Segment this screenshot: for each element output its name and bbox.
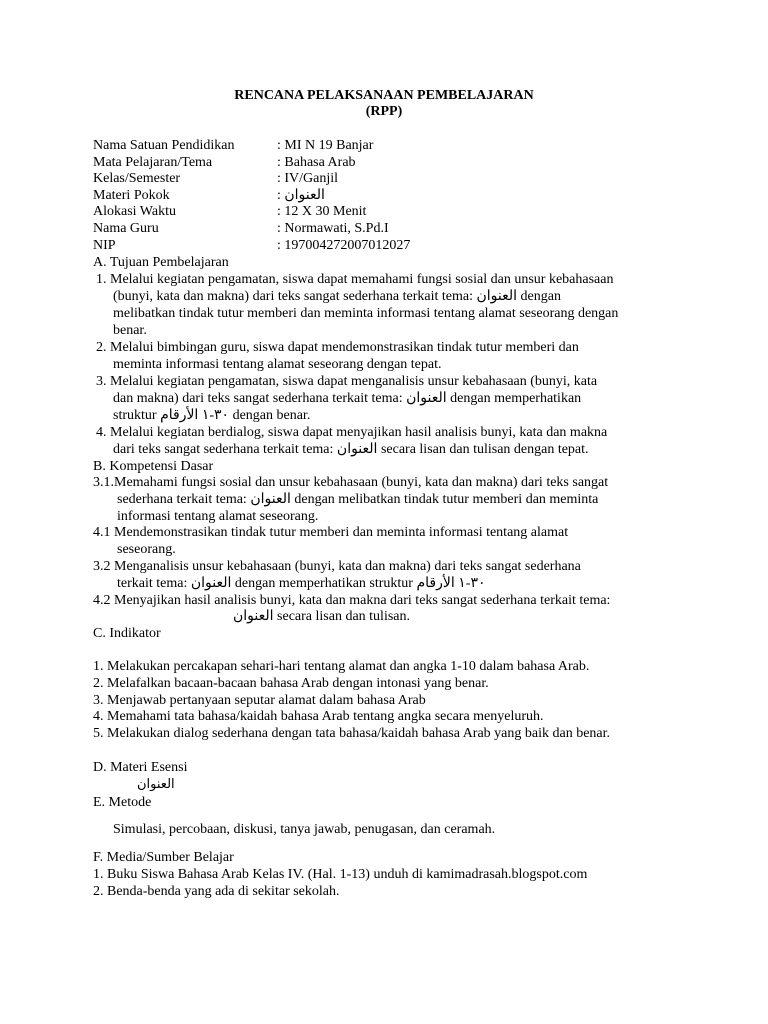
section-heading-kompetensi: B. Kompetensi Dasar bbox=[93, 459, 214, 474]
info-row bbox=[93, 238, 410, 255]
info-row bbox=[93, 221, 410, 238]
tujuan-line: 1. Melalui kegiatan pengamatan, siswa dapat memahami fungsi sosial dan unsur kebahasaan bbox=[96, 272, 614, 287]
info-row bbox=[93, 155, 410, 172]
section-heading-indikator: C. Indikator bbox=[93, 626, 161, 641]
tujuan-line: dan makna) dari teks sangat sederhana terkait tema: العنوان dengan memperhatikan bbox=[113, 391, 582, 406]
kompetensi-line: sederhana terkait tema: العنوان dengan melibatkan tindak tutur memberi dan meminta bbox=[117, 492, 599, 507]
kompetensi-line: informasi tentang alamat seseorang. bbox=[117, 509, 319, 524]
indikator-item: 3. Menjawab pertanyaan seputar alamat dalam bahasa Arab bbox=[93, 693, 426, 708]
info-label: Mata Pelajaran/Tema bbox=[93, 154, 213, 170]
document-subtitle: (RPP) bbox=[365, 104, 403, 119]
tujuan-line: struktur ٣٠-١ الأرقام dengan benar. bbox=[113, 408, 311, 423]
kompetensi-line: terkait tema: العنوان dengan memperhatikan struktur ٣٠-١ الأرقام bbox=[117, 576, 486, 591]
info-row bbox=[93, 171, 410, 188]
tujuan-line: 4. Melalui kegiatan berdialog, siswa dapat menyajikan hasil analisis bunyi, kata dan makna bbox=[96, 425, 608, 440]
media-item: 2. Benda-benda yang ada di sekitar sekolah. bbox=[93, 884, 340, 899]
tujuan-line: meminta informasi tentang alamat seseorang dengan tepat. bbox=[113, 357, 442, 372]
kompetensi-line: العنوان secara lisan dan tulisan. bbox=[233, 609, 410, 624]
section-heading-tujuan: A. Tujuan Pembelajaran bbox=[93, 255, 229, 270]
info-row bbox=[93, 138, 410, 155]
kompetensi-line: 4.2 Menyajikan hasil analisis bunyi, kata dan makna dari teks sangat sederhana terkait tema: bbox=[93, 593, 611, 608]
tujuan-line: melibatkan tindak tutur memberi dan meminta informasi tentang alamat seseorang dengan bbox=[113, 306, 619, 321]
section-heading-materi: D. Materi Esensi bbox=[93, 760, 188, 775]
info-value: : 197004272007012027 bbox=[277, 237, 411, 253]
kompetensi-line: 4.1 Mendemonstrasikan tindak tutur memberi dan meminta informasi tentang alamat bbox=[93, 525, 569, 540]
section-heading-metode: E. Metode bbox=[93, 795, 152, 810]
info-value: : MI N 19 Banjar bbox=[277, 138, 374, 153]
document-title: RENCANA PELAKSANAAN PEMBELAJARAN bbox=[234, 88, 534, 103]
materi-value: العنوان bbox=[137, 777, 175, 792]
indikator-item: 1. Melakukan percakapan sehari-hari tentang alamat dan angka 1-10 dalam bahasa Arab. bbox=[93, 659, 590, 674]
info-label: Materi Pokok bbox=[93, 187, 170, 203]
info-value: : IV/Ganjil bbox=[277, 171, 339, 187]
info-label: Alokasi Waktu bbox=[93, 204, 176, 220]
indikator-item: 5. Melakukan dialog sederhana dengan tata bahasa/kaidah bahasa Arab yang baik dan benar. bbox=[93, 726, 611, 741]
info-value: : Bahasa Arab bbox=[277, 154, 356, 170]
identity-table bbox=[93, 138, 410, 254]
kompetensi-line: seseorang. bbox=[117, 542, 176, 557]
info-row bbox=[93, 188, 410, 205]
tujuan-line: 3. Melalui kegiatan pengamatan, siswa dapat menganalisis unsur kebahasaan (bunyi, kata bbox=[96, 374, 598, 389]
indikator-item: 2. Melafalkan bacaan-bacaan bahasa Arab dengan intonasi yang benar. bbox=[93, 676, 489, 691]
indikator-item: 4. Memahami tata bahasa/kaidah bahasa Arab tentang angka secara menyeluruh. bbox=[93, 709, 544, 724]
section-heading-media: F. Media/Sumber Belajar bbox=[93, 850, 234, 865]
kompetensi-line: 3.2 Menganalisis unsur kebahasaan (bunyi, kata dan makna) dari teks sangat sederhana bbox=[93, 559, 581, 574]
tujuan-line: dari teks sangat sederhana terkait tema: العنوان secara lisan dan tulisan dengan tepat. bbox=[113, 442, 589, 457]
tujuan-line: benar. bbox=[113, 323, 147, 338]
tujuan-line: (bunyi, kata dan makna) dari teks sangat sederhana terkait tema: العنوان dengan bbox=[113, 289, 561, 304]
tujuan-line: 2. Melalui bimbingan guru, siswa dapat mendemonstrasikan tindak tutur memberi dan bbox=[96, 340, 579, 355]
kompetensi-line: 3.1.Memahami fungsi sosial dan unsur kebahasaan (bunyi, kata dan makna) dari teks sangat bbox=[93, 475, 609, 490]
info-value: : العنوان bbox=[277, 187, 325, 203]
info-label: Nama Guru bbox=[93, 220, 159, 236]
info-label: Kelas/Semester bbox=[93, 171, 181, 187]
info-row bbox=[93, 204, 410, 221]
info-value: : 12 X 30 Menit bbox=[277, 204, 367, 220]
info-label: Nama Satuan Pendidikan bbox=[93, 138, 235, 153]
media-item: 1. Buku Siswa Bahasa Arab Kelas IV. (Hal. 1-13) unduh di kamimadrasah.blogspot.com bbox=[93, 867, 588, 882]
info-label: NIP bbox=[93, 237, 116, 253]
metode-value: Simulasi, percobaan, diskusi, tanya jawab, penugasan, dan ceramah. bbox=[113, 822, 496, 837]
info-value: : Normawati, S.Pd.I bbox=[277, 220, 389, 236]
